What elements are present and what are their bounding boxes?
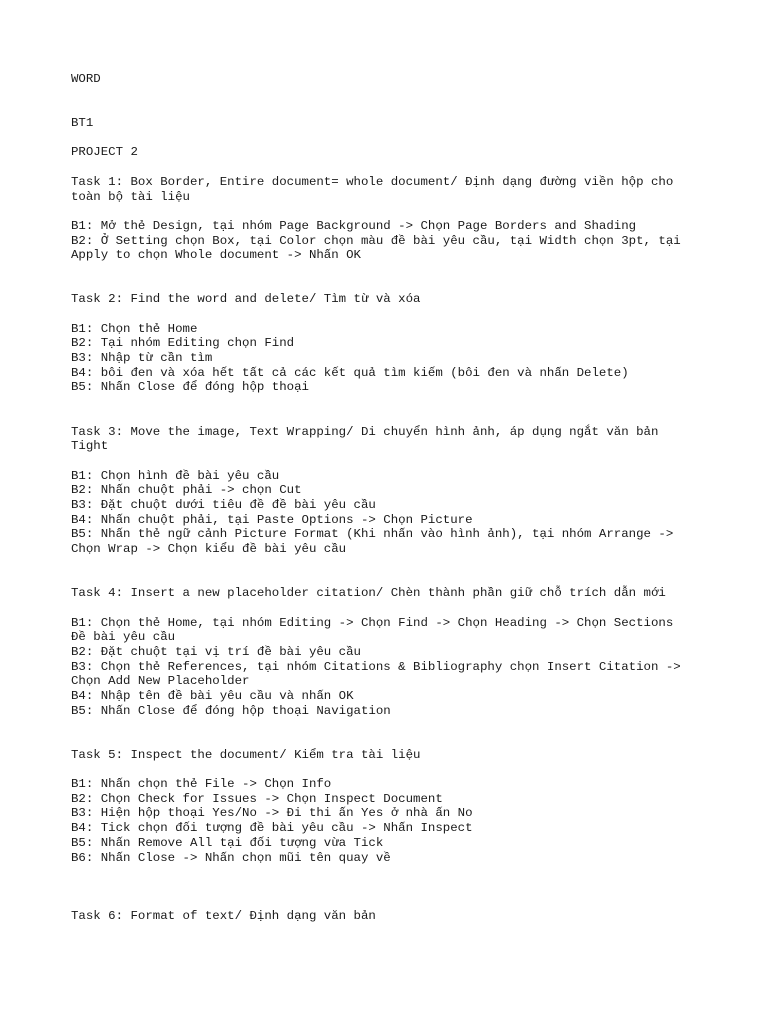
task-3-step: B5: Nhấn thẻ ngữ cảnh Picture Format (Khi nhấn vào hình ảnh), tại nhóm Arrange -> xyxy=(71,527,674,542)
task-3-heading-line-2: Tight xyxy=(71,439,109,454)
task-5-section xyxy=(71,748,751,866)
task-4-heading: Task 4: Insert a new placeholder citation/ Chèn thành phần giữ chỗ trích dẫn mới xyxy=(71,586,666,601)
task-3-heading-line-1: Task 3: Move the image, Text Wrapping/ Di chuyển hình ảnh, áp dụng ngắt văn bản xyxy=(71,424,659,439)
task-1-heading-line-1: Task 1: Box Border, Entire document= whole document/ Định dạng đường viền hộp cho xyxy=(71,174,674,189)
task-2-step: B2: Tại nhóm Editing chọn Find xyxy=(71,336,295,351)
task-4-step: Đề bài yêu cầu xyxy=(71,630,176,645)
task-5-step: B4: Tick chọn đối tượng đề bài yêu cầu -> Nhấn Inspect xyxy=(71,821,473,836)
task-3-step: B1: Chọn hình đề bài yêu cầu xyxy=(71,468,280,483)
task-1-step: B1: Mở thẻ Design, tại nhóm Page Background -> Chọn Page Borders and Shading xyxy=(71,218,637,233)
task-5-step: B2: Chọn Check for Issues -> Chọn Inspect Document xyxy=(71,791,443,806)
task-4-step: B1: Chọn thẻ Home, tại nhóm Editing -> Chọn Find -> Chọn Heading -> Chọn Sections xyxy=(71,615,674,630)
task-4-step: B3: Chọn thẻ References, tại nhóm Citations & Bibliography chọn Insert Citation -> xyxy=(71,659,681,674)
task-2-section xyxy=(71,292,751,395)
task-3-step: Chọn Wrap -> Chọn kiểu đề bài yêu cầu xyxy=(71,542,347,557)
task-3-step: B3: Đặt chuột dưới tiêu đề đề bài yêu cầu xyxy=(71,497,376,512)
doc-subtitle: BT1 xyxy=(71,116,94,131)
task-1-heading-line-2: toàn bộ tài liệu xyxy=(71,189,190,204)
task-1-section xyxy=(71,175,751,263)
task-1-step: B2: Ở Setting chọn Box, tại Color chọn màu đề bài yêu cầu, tại Width chọn 3pt, tại xyxy=(71,233,681,248)
task-5-step: B1: Nhấn chọn thẻ File -> Chọn Info xyxy=(71,777,332,792)
task-3-step: B2: Nhấn chuột phải -> chọn Cut xyxy=(71,483,302,498)
task-2-step: B4: bôi đen và xóa hết tất cả các kết quả tìm kiếm (bôi đen và nhấn Delete) xyxy=(71,365,629,380)
task-1-step: Apply to chọn Whole document -> Nhấn OK xyxy=(71,248,361,263)
task-3-step: B4: Nhấn chuột phải, tại Paste Options -> Chọn Picture xyxy=(71,512,473,527)
task-5-heading: Task 5: Inspect the document/ Kiểm tra tài liệu xyxy=(71,747,421,762)
task-2-heading: Task 2: Find the word and delete/ Tìm từ và xóa xyxy=(71,292,421,307)
task-2-step: B3: Nhập từ cần tìm xyxy=(71,351,213,366)
task-5-step: B6: Nhấn Close -> Nhấn chọn mũi tên quay về xyxy=(71,850,391,865)
document-page xyxy=(71,72,751,924)
task-5-step: B3: Hiện hộp thoại Yes/No -> Đi thi ấn Yes ở nhà ấn No xyxy=(71,806,473,821)
task-4-step: Chọn Add New Placeholder xyxy=(71,674,250,689)
task-6-heading: Task 6: Format of text/ Định dạng văn bản xyxy=(71,909,376,924)
task-4-step: B2: Đặt chuột tại vị trí đề bài yêu cầu xyxy=(71,644,361,659)
task-2-step: B1: Chọn thẻ Home xyxy=(71,321,198,336)
task-3-section xyxy=(71,425,751,557)
task-6-section xyxy=(71,909,751,924)
task-4-step: B4: Nhập tên đề bài yêu cầu và nhấn OK xyxy=(71,688,354,703)
task-4-step: B5: Nhấn Close để đóng hộp thoại Navigation xyxy=(71,703,391,718)
task-2-step: B5: Nhấn Close để đóng hộp thoại xyxy=(71,380,309,395)
project-title: PROJECT 2 xyxy=(71,145,138,160)
task-4-section xyxy=(71,586,751,718)
doc-title: WORD xyxy=(71,72,101,86)
task-5-step: B5: Nhấn Remove All tại đối tượng vừa Tick xyxy=(71,835,384,850)
